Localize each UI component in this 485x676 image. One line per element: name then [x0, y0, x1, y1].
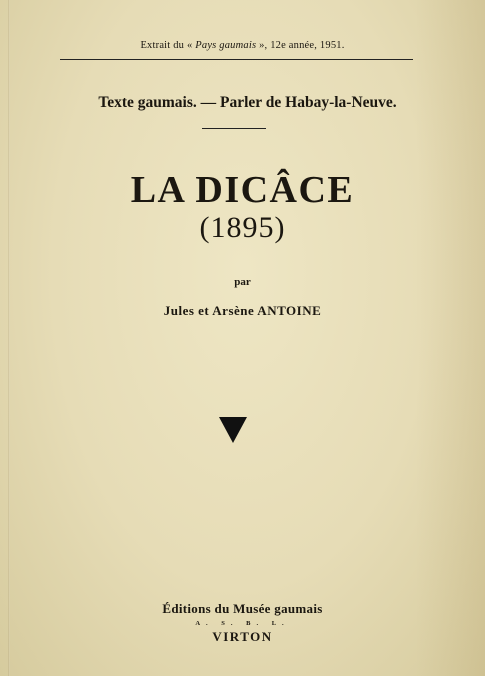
subtitle: Texte gaumais. — Parler de Habay-la-Neuve.	[98, 94, 397, 111]
authors: Jules et Arsène ANTOINE	[163, 303, 322, 318]
publisher-name: Éditions du Musée gaumais	[162, 601, 323, 616]
page-title: LA DICÂCE	[130, 169, 355, 211]
publisher-city: VIRTON	[212, 629, 273, 644]
publisher-legal: A. S. B. L.	[195, 620, 290, 627]
subtitle-rule	[202, 128, 266, 129]
title-year: (1895)	[199, 211, 286, 244]
journal-name: Pays gaumais	[195, 40, 257, 51]
offprint-header	[60, 40, 425, 51]
down-triangle-icon	[219, 417, 247, 443]
header-suffix: », 12e année, 1951.	[256, 40, 345, 51]
paper-fold	[8, 0, 10, 676]
header-prefix: Extrait du «	[140, 40, 196, 51]
by-label: par	[234, 276, 251, 288]
header-rule	[60, 59, 413, 60]
